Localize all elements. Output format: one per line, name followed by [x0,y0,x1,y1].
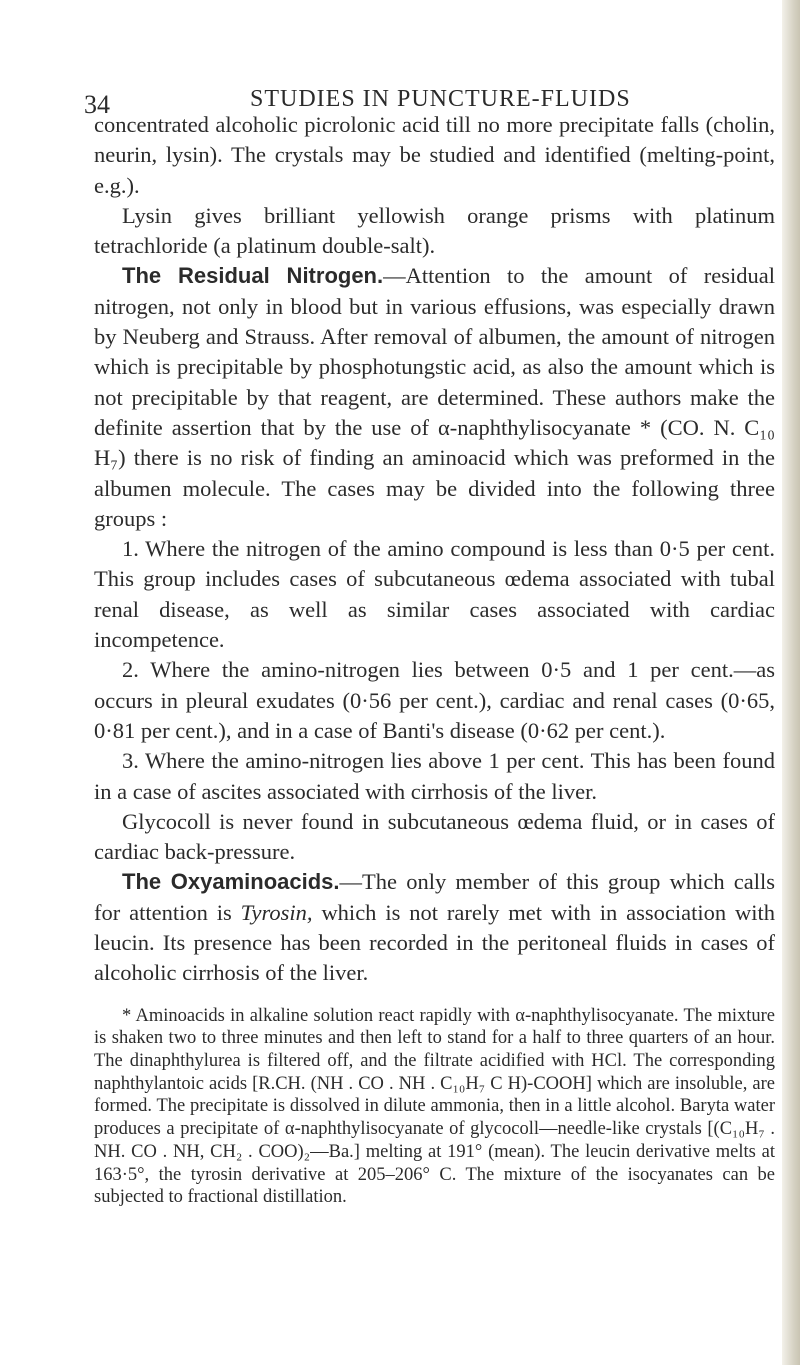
group-2: 2. Where the amino-nitrogen lies between 0·5 and 1 per cent.—as occurs in pleural exudates (0·56 per cent.), cardiac and renal cases (0·65, 0·81 per cent.), and in a case of Banti's disease (0·62 per cent.). [94,657,775,743]
group-1: 1. Where the nitrogen of the amino compound is less than 0·5 per cent. This group includes cases of subcutaneous œdema associated with tubal renal disease, as well as similar cases associated with cardiac incompetence. [94,536,775,653]
paragraph-1: concentrated alcoholic picrolonic acid till no more precipitate falls (cholin, neurin, lysin). The crystals may be studied and identified (melting-point, e.g.). [94,112,775,198]
section-heading-residual-nitrogen: The Residual Nitrogen. [122,263,384,289]
paragraph-residual-nitrogen [94,261,775,534]
residual-nitrogen-text: —Attention to the amount of residual nitrogen, not only in blood but in various effusions, was especially drawn by Neuberg and Strauss. After removal of albumen, the amount of nitrogen which is precipitable by phosphotungstic acid, as also the amount which is not precipitable by that reagent, are determined. These authors make the definite assertion that by the use of α-naphthylisocyanate * (CO. N. C₁₀ H₇) there is no risk of finding an aminoacid which was preformed in the albumen molecule. The cases may be divided into the following three groups : [94,263,776,531]
oxyaminoacids-text-a: —The only member of this group which calls for attention is [94,869,775,925]
page-number: 34 [84,90,110,119]
tyrosin-term: Tyrosin, [240,899,313,925]
section-heading-oxyaminoacids: The Oxyaminoacids. [122,869,340,895]
footnote [70,1005,775,1209]
book-page [70,62,775,1209]
paragraph-oxyaminoacids [94,867,775,988]
paragraph-2: Lysin gives brilliant yellowish orange prisms with platinum tetrachloride (a platinum double-salt). [94,202,775,259]
book-page-edge [782,0,800,1365]
group-3: 3. Where the amino-nitrogen lies above 1 per cent. This has been found in a case of ascites associated with cirrhosis of the liver. [94,748,775,804]
running-head: STUDIES IN PUNCTURE-FLUIDS [250,86,631,112]
footnote-text: * Aminoacids in alkaline solution react rapidly with α-naphthylisocyanate. The mixture is shaken two to three minutes and then left to stand for a half to three quarters of an hour. The dinaphthylurea is filtered off, and the filtrate acidified with HCl. The corresponding naphthylantoic acids [R.CH. (NH . CO . NH . C₁₀H₇ C H)-COOH] which are insoluble, are formed. The precipitate is dissolved in dilute ammonia, then in a little alcohol. Baryta water produces a precipitate of α-naphthylisocyanate of glycocoll—needle-like crystals [(C₁₀H₇ . NH. CO . NH, CH₂ . COO)₂—Ba.] melting at 191° (mean). The leucin derivative melts at 163·5°, the tyrosin derivative at 205–206° C. The mixture of the isocyanates can be subjected to fractional distillation. [94,1005,775,1208]
paragraph-glycocoll: Glycocoll is never found in subcutaneous œdema fluid, or in cases of cardiac back-pressure. [94,808,775,865]
oxyaminoacids-text-b: which is not rarely met with in association with leucin. Its presence has been recorded in the peritoneal fluids in cases of alcoholic cirrhosis of the liver. [94,899,775,986]
body-text [70,110,775,989]
page-header [70,62,775,119]
